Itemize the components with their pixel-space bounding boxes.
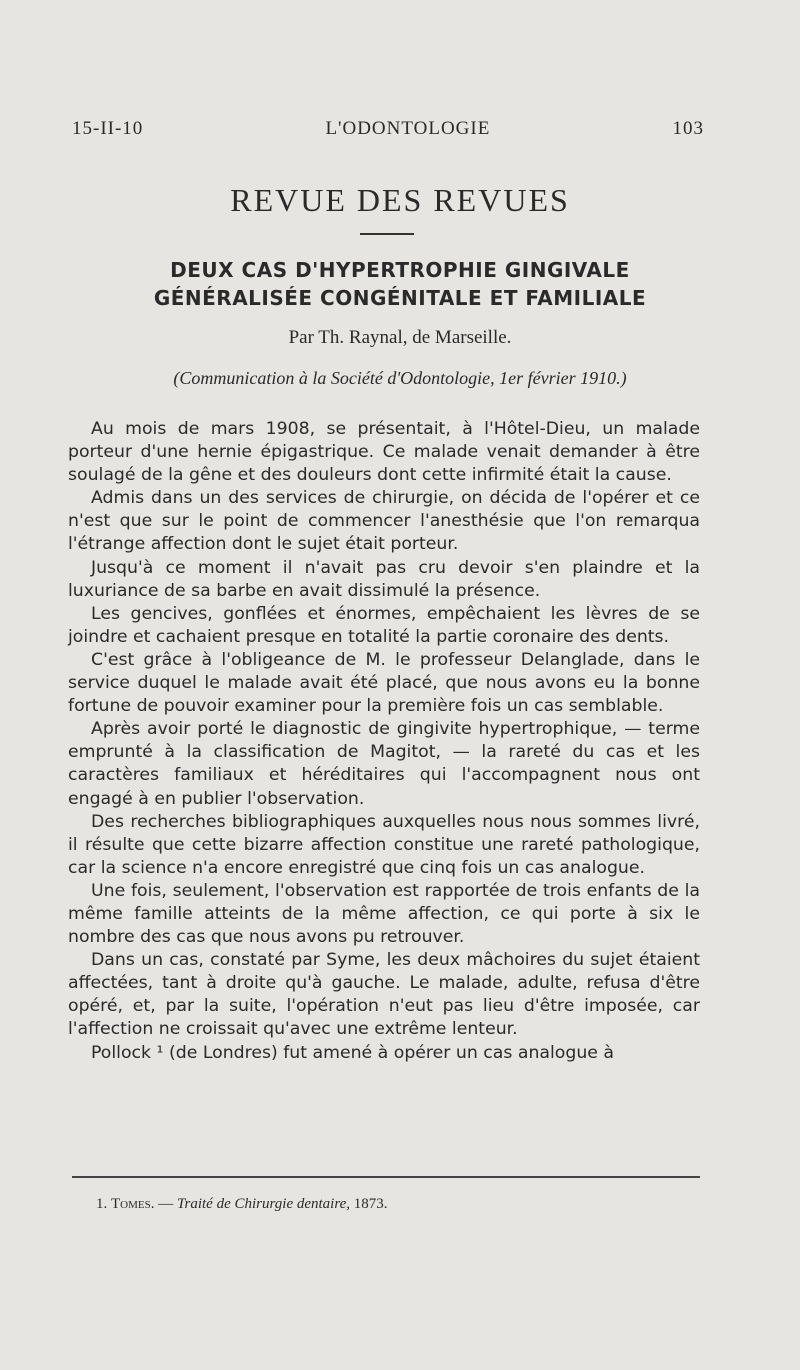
paragraph: Dans un cas, constaté par Syme, les deux mâchoires du sujet étaient affectées, tant à droite qu'à gauche. Le malade, adulte, refusa d'être opéré, et, par la suite, l'opération n'eut pas lieu d'être imposée, car l'affection ne croissait qu'avec une extrême lenteur. [68, 950, 700, 1040]
paragraph: Des recherches bibliographiques auxquelles nous nous sommes livré, il résulte que cette bizarre affection constitue une rareté pathologique, car la science n'a encore enregistré que cinq fois un cas analogue. [68, 811, 700, 878]
paragraph: Au mois de mars 1908, se présentait, à l'Hôtel-Dieu, un malade porteur d'une hernie épigastrique. Ce malade venait demander à être soulagé de la gêne et des douleurs dont cette infirmité était la cause. [68, 419, 700, 486]
paragraph: Après avoir porté le diagnostic de gingivite hypertrophique, — terme emprunté à la classification de Magitot, — la rareté du cas et les caractères familiaux et héréditaires qui l'accompagnent nous ont engagé à en publier l'observation. [68, 719, 700, 809]
paragraph: Une fois, seulement, l'observation est rapportée de trois enfants de la même famille atteints de la même affection, ce qui porte à six le nombre des cas que nous avons pu retrouver. [68, 880, 700, 948]
issue-date: 15-II-10 [72, 118, 144, 139]
running-header [72, 118, 704, 140]
footnote-separator: — [158, 1196, 174, 1212]
footnote-number: 1. [96, 1196, 108, 1212]
paragraph: C'est grâce à l'obligeance de M. le professeur Delanglade, dans le service duquel le malade avait été placé, que nous avons eu la bonne fortune de pouvoir examiner pour la première fois un cas semblable. [68, 649, 700, 717]
paragraph: Les gencives, gonflées et énormes, empêchaient les lèvres de se joindre et cachaient presque en totalité la partie coronaire des dents. [68, 603, 700, 647]
paragraph: Jusqu'à ce moment il n'avait pas cru devoir s'en plaindre et la luxuriance de sa barbe en avait dissimulé la présence. [68, 557, 700, 601]
communication-note: (Communication à la Société d'Odontologie, 1er février 1910.) [173, 368, 627, 388]
article-title-line-1: DEUX CAS D'HYPERTROPHIE GINGIVALE [170, 258, 630, 282]
footnote-year: 1873. [353, 1196, 388, 1212]
journal-name: L'ODONTOLOGIE [325, 118, 491, 139]
page-number: 103 [672, 118, 704, 139]
article-body [68, 418, 700, 1065]
footnote-divider [72, 1176, 700, 1178]
title-divider [360, 233, 414, 235]
section-title: REVUE DES REVUES [230, 182, 570, 218]
paragraph: Pollock ¹ (de Londres) fut amené à opérer un cas analogue à [91, 1042, 615, 1063]
article-title-line-2: GÉNÉRALISÉE CONGÉNITALE ET FAMILIALE [153, 286, 647, 310]
footnote-author: Tomes. [111, 1196, 155, 1212]
footnote [96, 1196, 388, 1213]
paragraph: Admis dans un des services de chirurgie, on décida de l'opérer et ce n'est que sur le point de commencer l'anesthésie que l'on remarqua l'étrange affection dont le sujet était porteur. [68, 488, 700, 555]
article-title [0, 256, 800, 312]
article-byline: Par Th. Raynal, de Marseille. [288, 327, 512, 348]
footnote-work: Traité de Chirurgie dentaire, [176, 1196, 351, 1212]
